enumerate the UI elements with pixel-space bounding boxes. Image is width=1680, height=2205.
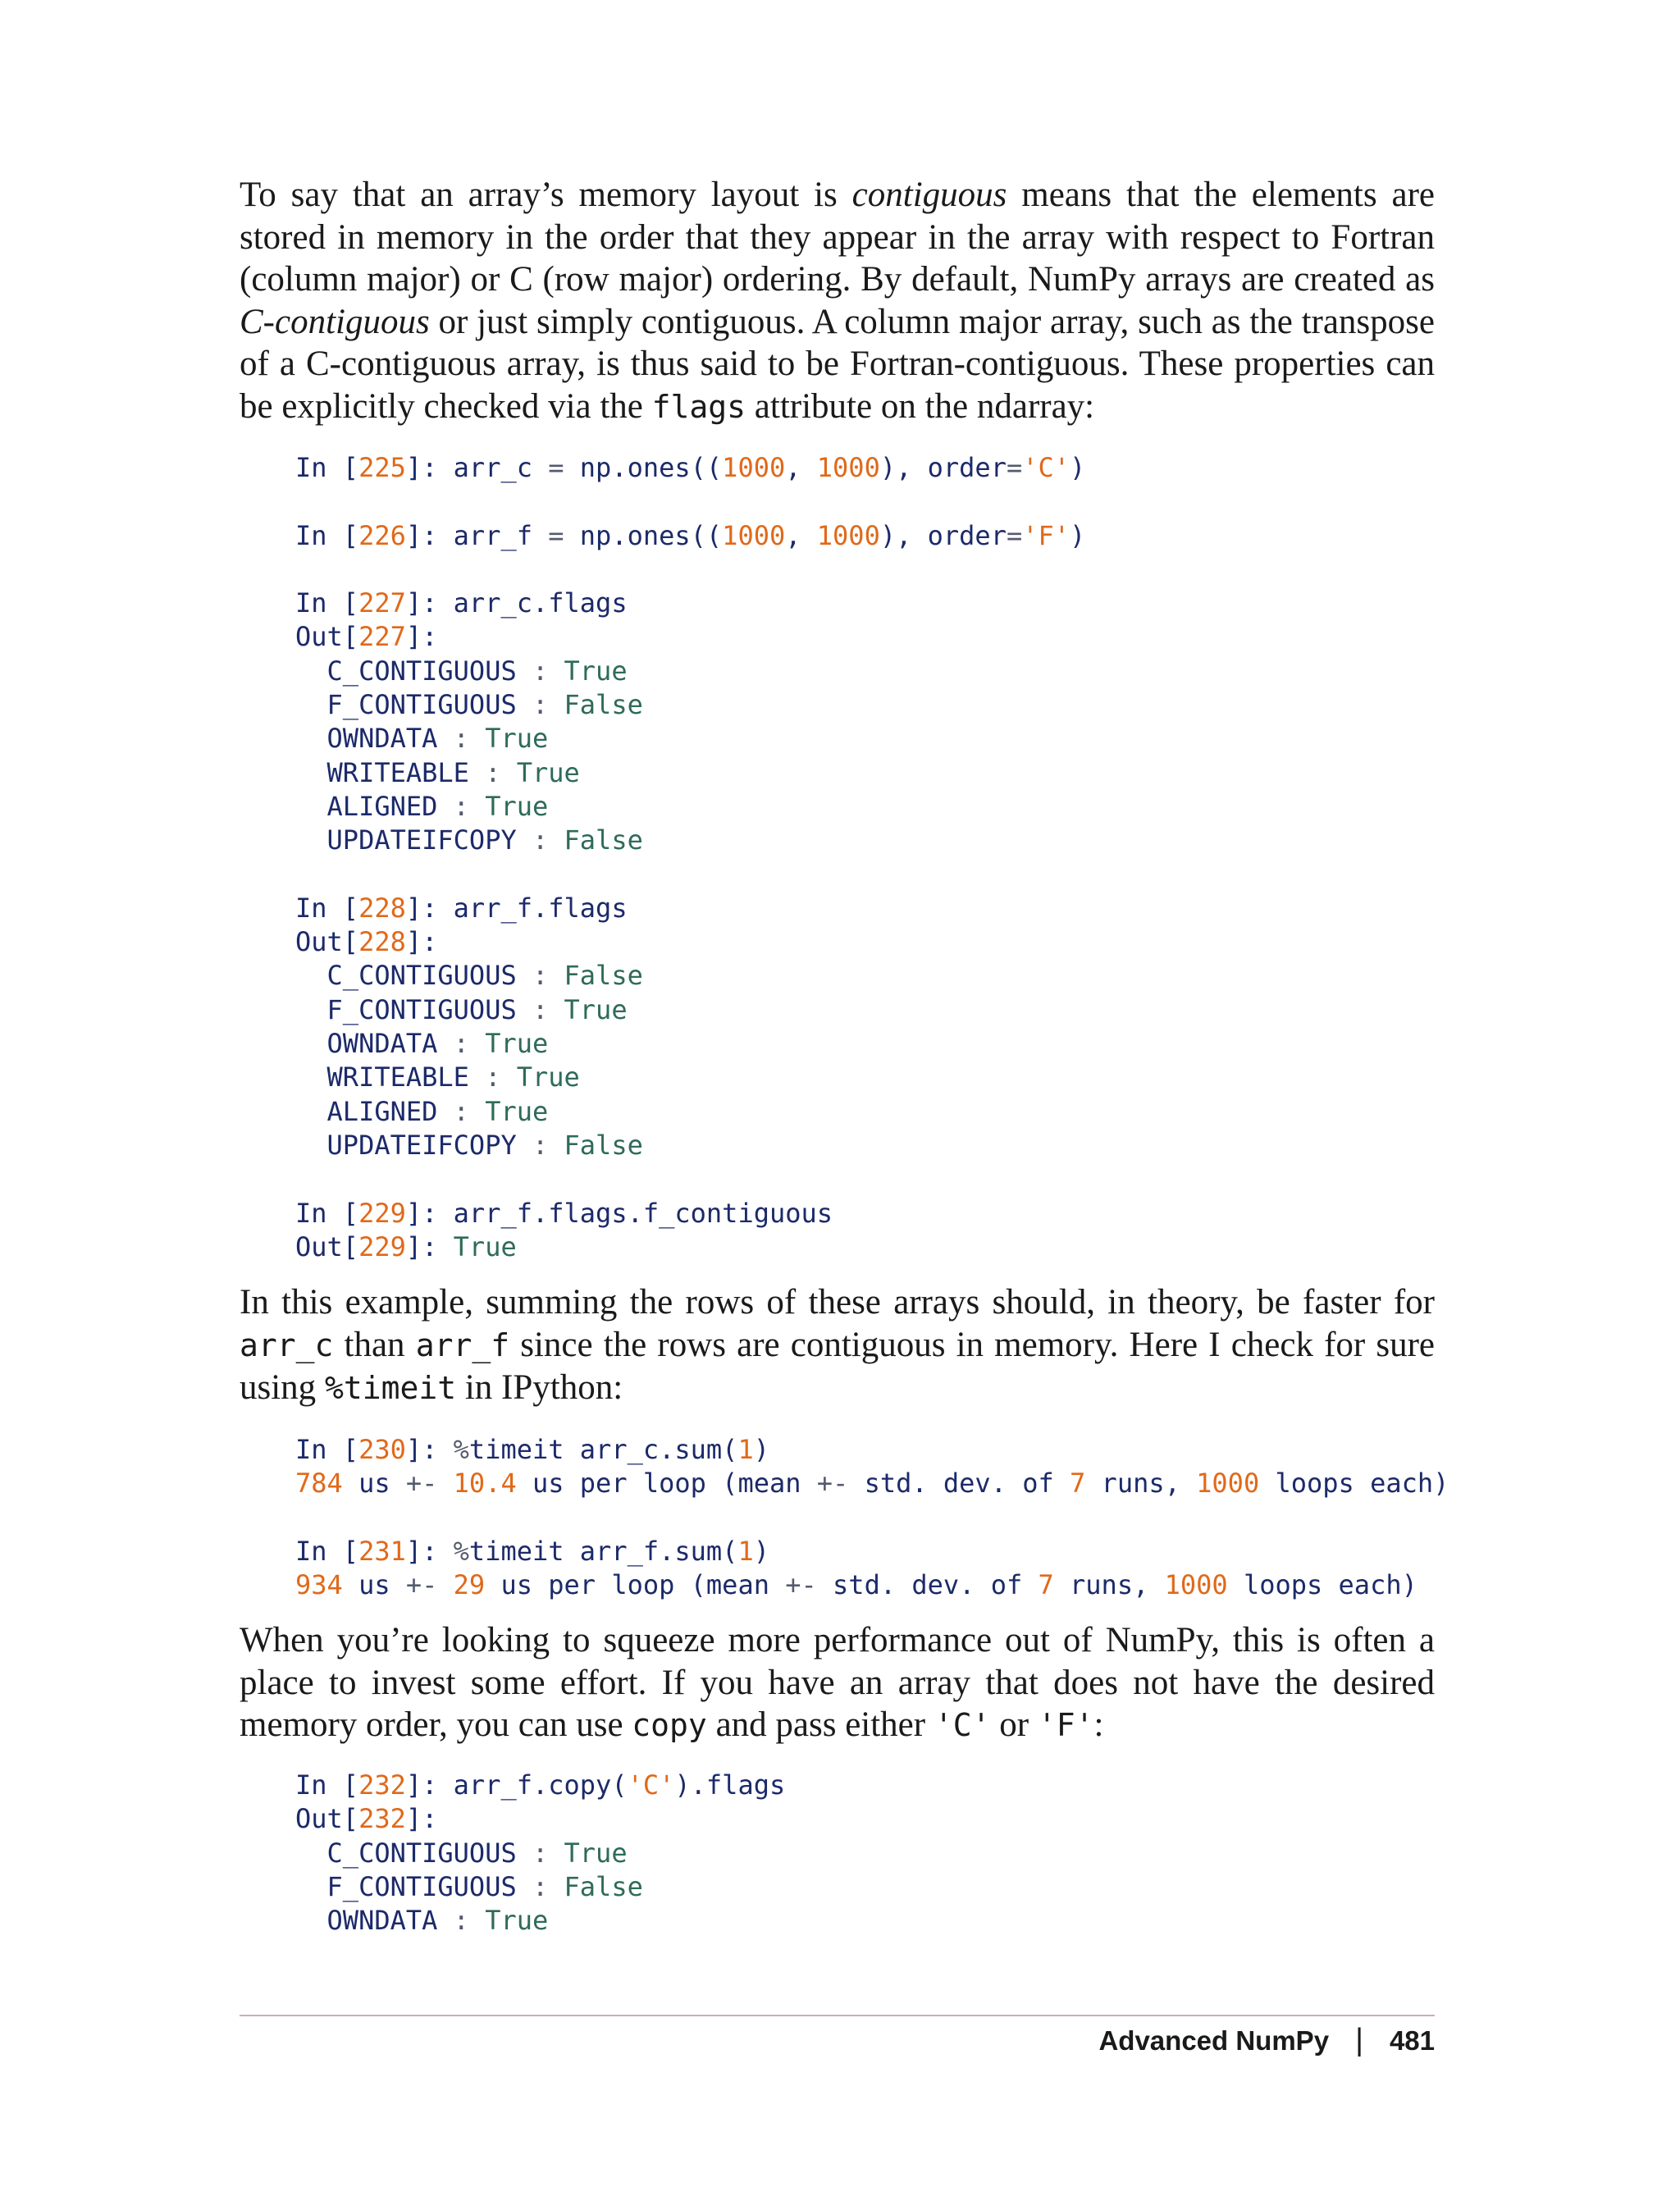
code-token: 1000	[722, 452, 786, 483]
code-token: 29	[453, 1569, 486, 1601]
text-run: :	[1093, 1705, 1104, 1744]
code-line	[295, 1061, 1085, 1094]
code-token: :	[485, 1061, 501, 1093]
code-token: True	[468, 723, 549, 755]
code-token: 'C'	[627, 1769, 675, 1801]
text-run: To say that an array’s memory layout is	[240, 176, 852, 214]
code-line	[295, 1769, 785, 1802]
code-token: ]:	[405, 926, 438, 958]
code-line	[295, 1230, 1085, 1264]
code-token: 934	[295, 1569, 343, 1601]
code-token: ]:	[405, 1535, 454, 1567]
code-token: 232	[358, 1803, 406, 1835]
code-line	[295, 1027, 1085, 1061]
code-token: 227	[358, 621, 406, 653]
code-token: Out[	[295, 926, 359, 958]
code-token: )	[753, 1535, 769, 1567]
code-line	[295, 993, 1085, 1027]
code-line	[295, 519, 1085, 553]
code-token: 225	[358, 452, 406, 483]
code-token: :	[532, 993, 549, 1025]
text-run: in IPython:	[456, 1368, 623, 1407]
code-line	[295, 1837, 785, 1870]
code-token: In [	[295, 452, 359, 483]
code-token: In [	[295, 892, 359, 924]
code-token: In [	[295, 1535, 359, 1567]
code-token: ]: arr_f.flags	[405, 892, 628, 924]
code-token: WRITEABLE	[295, 756, 486, 788]
code-token: ]: arr_c.flags	[405, 587, 628, 619]
code-token: 227	[358, 587, 406, 619]
code-line	[295, 1904, 785, 1938]
code-token: True	[468, 1905, 549, 1937]
code-line	[295, 1535, 1449, 1568]
code-line	[295, 790, 1085, 824]
code-line	[295, 655, 1085, 688]
code-token	[437, 1569, 453, 1600]
code-token: F_CONTIGUOUS	[295, 689, 532, 721]
footer-separator: |	[1355, 2023, 1363, 2057]
text-run: attribute on the ndarray:	[746, 386, 1095, 426]
code-token: ]:	[405, 1230, 454, 1262]
code-token: False	[548, 960, 643, 992]
code-token: In [	[295, 1434, 359, 1465]
code-token: 'F'	[1022, 519, 1071, 551]
code-block-1	[295, 451, 1085, 1264]
code-line	[295, 858, 1085, 892]
paragraph-1	[240, 174, 1435, 428]
code-line	[295, 1162, 1085, 1196]
code-token: ALIGNED	[295, 790, 454, 822]
code-token: False	[548, 689, 643, 721]
code-token: )	[1070, 519, 1086, 551]
code-token: :	[453, 1028, 469, 1060]
code-token: us	[342, 1468, 406, 1500]
code-line	[295, 451, 1085, 485]
code-line	[295, 485, 1085, 518]
code-token: 1000	[1164, 1569, 1228, 1601]
code-token: ]:	[405, 1803, 438, 1835]
code-token: +-	[405, 1468, 438, 1500]
code-token: 'C'	[1022, 452, 1071, 483]
code-token: :	[532, 689, 549, 721]
emphasis: C-contiguous	[240, 302, 430, 341]
running-footer-chapter: Advanced NumPy	[1098, 2025, 1330, 2056]
code-token: Out[	[295, 1803, 359, 1835]
code-token: timeit arr_f.sum(	[468, 1535, 738, 1567]
code-token: In [	[295, 587, 359, 619]
code-token: )	[753, 1434, 769, 1465]
code-token: ]:	[405, 1434, 454, 1465]
code-line	[295, 756, 1085, 790]
code-token: OWNDATA	[295, 723, 454, 755]
code-token: +-	[785, 1569, 817, 1601]
text-run: In this example, summing the rows of these arrays should, in theory, be faster for	[240, 1283, 1435, 1322]
code-token: 230	[358, 1434, 406, 1465]
code-token: True	[500, 1061, 580, 1093]
text-run: or	[990, 1705, 1038, 1744]
code-line	[295, 553, 1085, 587]
code-line	[295, 587, 1085, 620]
code-token: ).flags	[674, 1769, 786, 1801]
code-line	[295, 892, 1085, 925]
code-token: OWNDATA	[295, 1905, 454, 1937]
code-token: =	[548, 519, 564, 551]
code-token: :	[532, 824, 549, 856]
code-token: loops each)	[1259, 1468, 1449, 1500]
code-token: 1	[737, 1434, 754, 1465]
code-token: +-	[816, 1468, 849, 1500]
code-token: In [	[295, 519, 359, 551]
code-token: ]: arr_c	[405, 452, 549, 483]
code-token: ), order	[879, 452, 1007, 483]
code-token: In [	[295, 1197, 359, 1229]
code-token: True	[468, 1028, 549, 1060]
code-line	[295, 722, 1085, 756]
code-token: 10.4	[453, 1468, 517, 1500]
code-token: timeit arr_c.sum(	[468, 1434, 738, 1465]
code-token: OWNDATA	[295, 1028, 454, 1060]
code-token: :	[453, 723, 469, 755]
code-line	[295, 1501, 1449, 1535]
code-token: us per loop (mean	[516, 1468, 817, 1500]
code-token: ,	[785, 519, 817, 551]
code-token: 784	[295, 1468, 343, 1500]
code-line	[295, 1197, 1085, 1230]
code-token: 232	[358, 1769, 406, 1801]
code-token: =	[1006, 519, 1023, 551]
code-token: False	[548, 1870, 643, 1902]
code-line	[295, 1467, 1449, 1500]
code-token: %	[453, 1434, 469, 1465]
code-token: True	[548, 655, 628, 687]
code-token: False	[548, 824, 643, 856]
code-token: ]: arr_f.flags.f_contiguous	[405, 1197, 833, 1229]
code-token: Out[	[295, 1230, 359, 1262]
code-block-2	[295, 1433, 1449, 1602]
code-token: UPDATEIFCOPY	[295, 1129, 532, 1161]
code-line	[295, 1129, 1085, 1162]
code-token: F_CONTIGUOUS	[295, 993, 532, 1025]
code-token: 229	[358, 1197, 406, 1229]
code-token: np.ones((	[564, 452, 723, 483]
code-token: :	[485, 756, 501, 788]
code-line	[295, 620, 1085, 654]
text-run: than	[333, 1325, 416, 1364]
code-token: std. dev. of	[816, 1569, 1039, 1601]
code-token: Out[	[295, 621, 359, 653]
code-token: C_CONTIGUOUS	[295, 655, 532, 687]
code-token: runs,	[1085, 1468, 1197, 1500]
code-line	[295, 824, 1085, 857]
code-token: UPDATEIFCOPY	[295, 824, 532, 856]
text-run: and pass either	[706, 1705, 934, 1744]
code-line	[295, 1433, 1449, 1467]
inline-code: flags	[651, 388, 746, 425]
code-token: np.ones((	[564, 519, 723, 551]
code-token: F_CONTIGUOUS	[295, 1870, 532, 1902]
text-run: means that the elements are stored in memory in the order that they appear in the array with respect to Fortran (column major) or C (row major) ordering. By default, NumPy arrays are created as	[240, 176, 1435, 299]
inline-code: arr_c	[240, 1326, 334, 1363]
code-line	[295, 1568, 1449, 1602]
code-token: ALIGNED	[295, 1095, 454, 1127]
code-token: True	[500, 756, 580, 788]
code-token: :	[453, 790, 469, 822]
code-token: %	[453, 1535, 469, 1567]
page-number: 481	[1389, 2025, 1435, 2056]
code-token: True	[468, 790, 549, 822]
code-token: True	[453, 1230, 517, 1262]
code-token: ,	[785, 452, 817, 483]
code-token: ]: arr_f	[405, 519, 549, 551]
code-token: ]: arr_f.copy(	[405, 1769, 628, 1801]
code-token: ), order	[879, 519, 1007, 551]
code-token: 7	[1038, 1569, 1054, 1601]
code-token: :	[453, 1095, 469, 1127]
code-token: 228	[358, 926, 406, 958]
code-token	[437, 1468, 453, 1499]
code-token: C_CONTIGUOUS	[295, 960, 532, 992]
inline-code: arr_f	[415, 1326, 510, 1363]
code-token: +-	[405, 1569, 438, 1601]
code-token: us	[342, 1569, 406, 1601]
code-token: =	[548, 452, 564, 483]
code-token: 229	[358, 1230, 406, 1262]
code-token: :	[532, 1837, 549, 1869]
code-token: :	[532, 960, 549, 992]
code-token: :	[532, 1870, 549, 1902]
code-token: WRITEABLE	[295, 1061, 486, 1093]
code-token: False	[548, 1129, 643, 1161]
code-token: 231	[358, 1535, 406, 1567]
code-token: :	[532, 1129, 549, 1161]
code-block-3	[295, 1769, 785, 1938]
code-token: =	[1006, 452, 1023, 483]
inline-code: copy	[632, 1707, 707, 1743]
footer-rule	[240, 2015, 1435, 2016]
code-token: )	[1070, 452, 1086, 483]
emphasis: contiguous	[851, 176, 1007, 214]
code-line	[295, 1802, 785, 1836]
code-token: 1000	[816, 519, 880, 551]
code-token: True	[468, 1095, 549, 1127]
code-token: 7	[1070, 1468, 1086, 1500]
code-token: 1000	[722, 519, 786, 551]
code-token: 1000	[816, 452, 880, 483]
code-line	[295, 925, 1085, 959]
text-run: or just simply contiguous. A column major array, such as the transpose of a C-contiguous array, is thus said to be Fortran-contiguous. These properties can be explicitly checked via the	[240, 302, 1435, 426]
page-footer	[1098, 2023, 1435, 2058]
code-token: :	[453, 1905, 469, 1937]
code-token: std. dev. of	[848, 1468, 1071, 1500]
code-token: ]:	[405, 621, 438, 653]
code-token: In [	[295, 1769, 359, 1801]
code-token: us per loop (mean	[485, 1569, 786, 1601]
code-token: loops each)	[1227, 1569, 1418, 1601]
code-token: :	[532, 655, 549, 687]
code-token: 228	[358, 892, 406, 924]
code-token: 1000	[1196, 1468, 1260, 1500]
code-token: 226	[358, 519, 406, 551]
inline-code: %timeit	[324, 1370, 457, 1406]
inline-code: 'C'	[934, 1707, 991, 1743]
code-token: True	[548, 993, 628, 1025]
code-line	[295, 688, 1085, 722]
paragraph-3	[240, 1619, 1435, 1747]
text-run: When you’re looking to squeeze more performance out of NumPy, this is often a place to invest some effort. If you have an array that does not have the desired memory order, you can use	[240, 1621, 1435, 1744]
inline-code: 'F'	[1037, 1707, 1094, 1743]
code-token: C_CONTIGUOUS	[295, 1837, 532, 1869]
code-line	[295, 1095, 1085, 1129]
text-run: since the rows are contiguous in memory. Here I check for sure using	[240, 1325, 1435, 1407]
code-line	[295, 959, 1085, 993]
code-token: runs,	[1053, 1569, 1165, 1601]
code-token: True	[548, 1837, 628, 1869]
code-line	[295, 1870, 785, 1904]
code-token: 1	[737, 1535, 754, 1567]
paragraph-2	[240, 1281, 1435, 1410]
